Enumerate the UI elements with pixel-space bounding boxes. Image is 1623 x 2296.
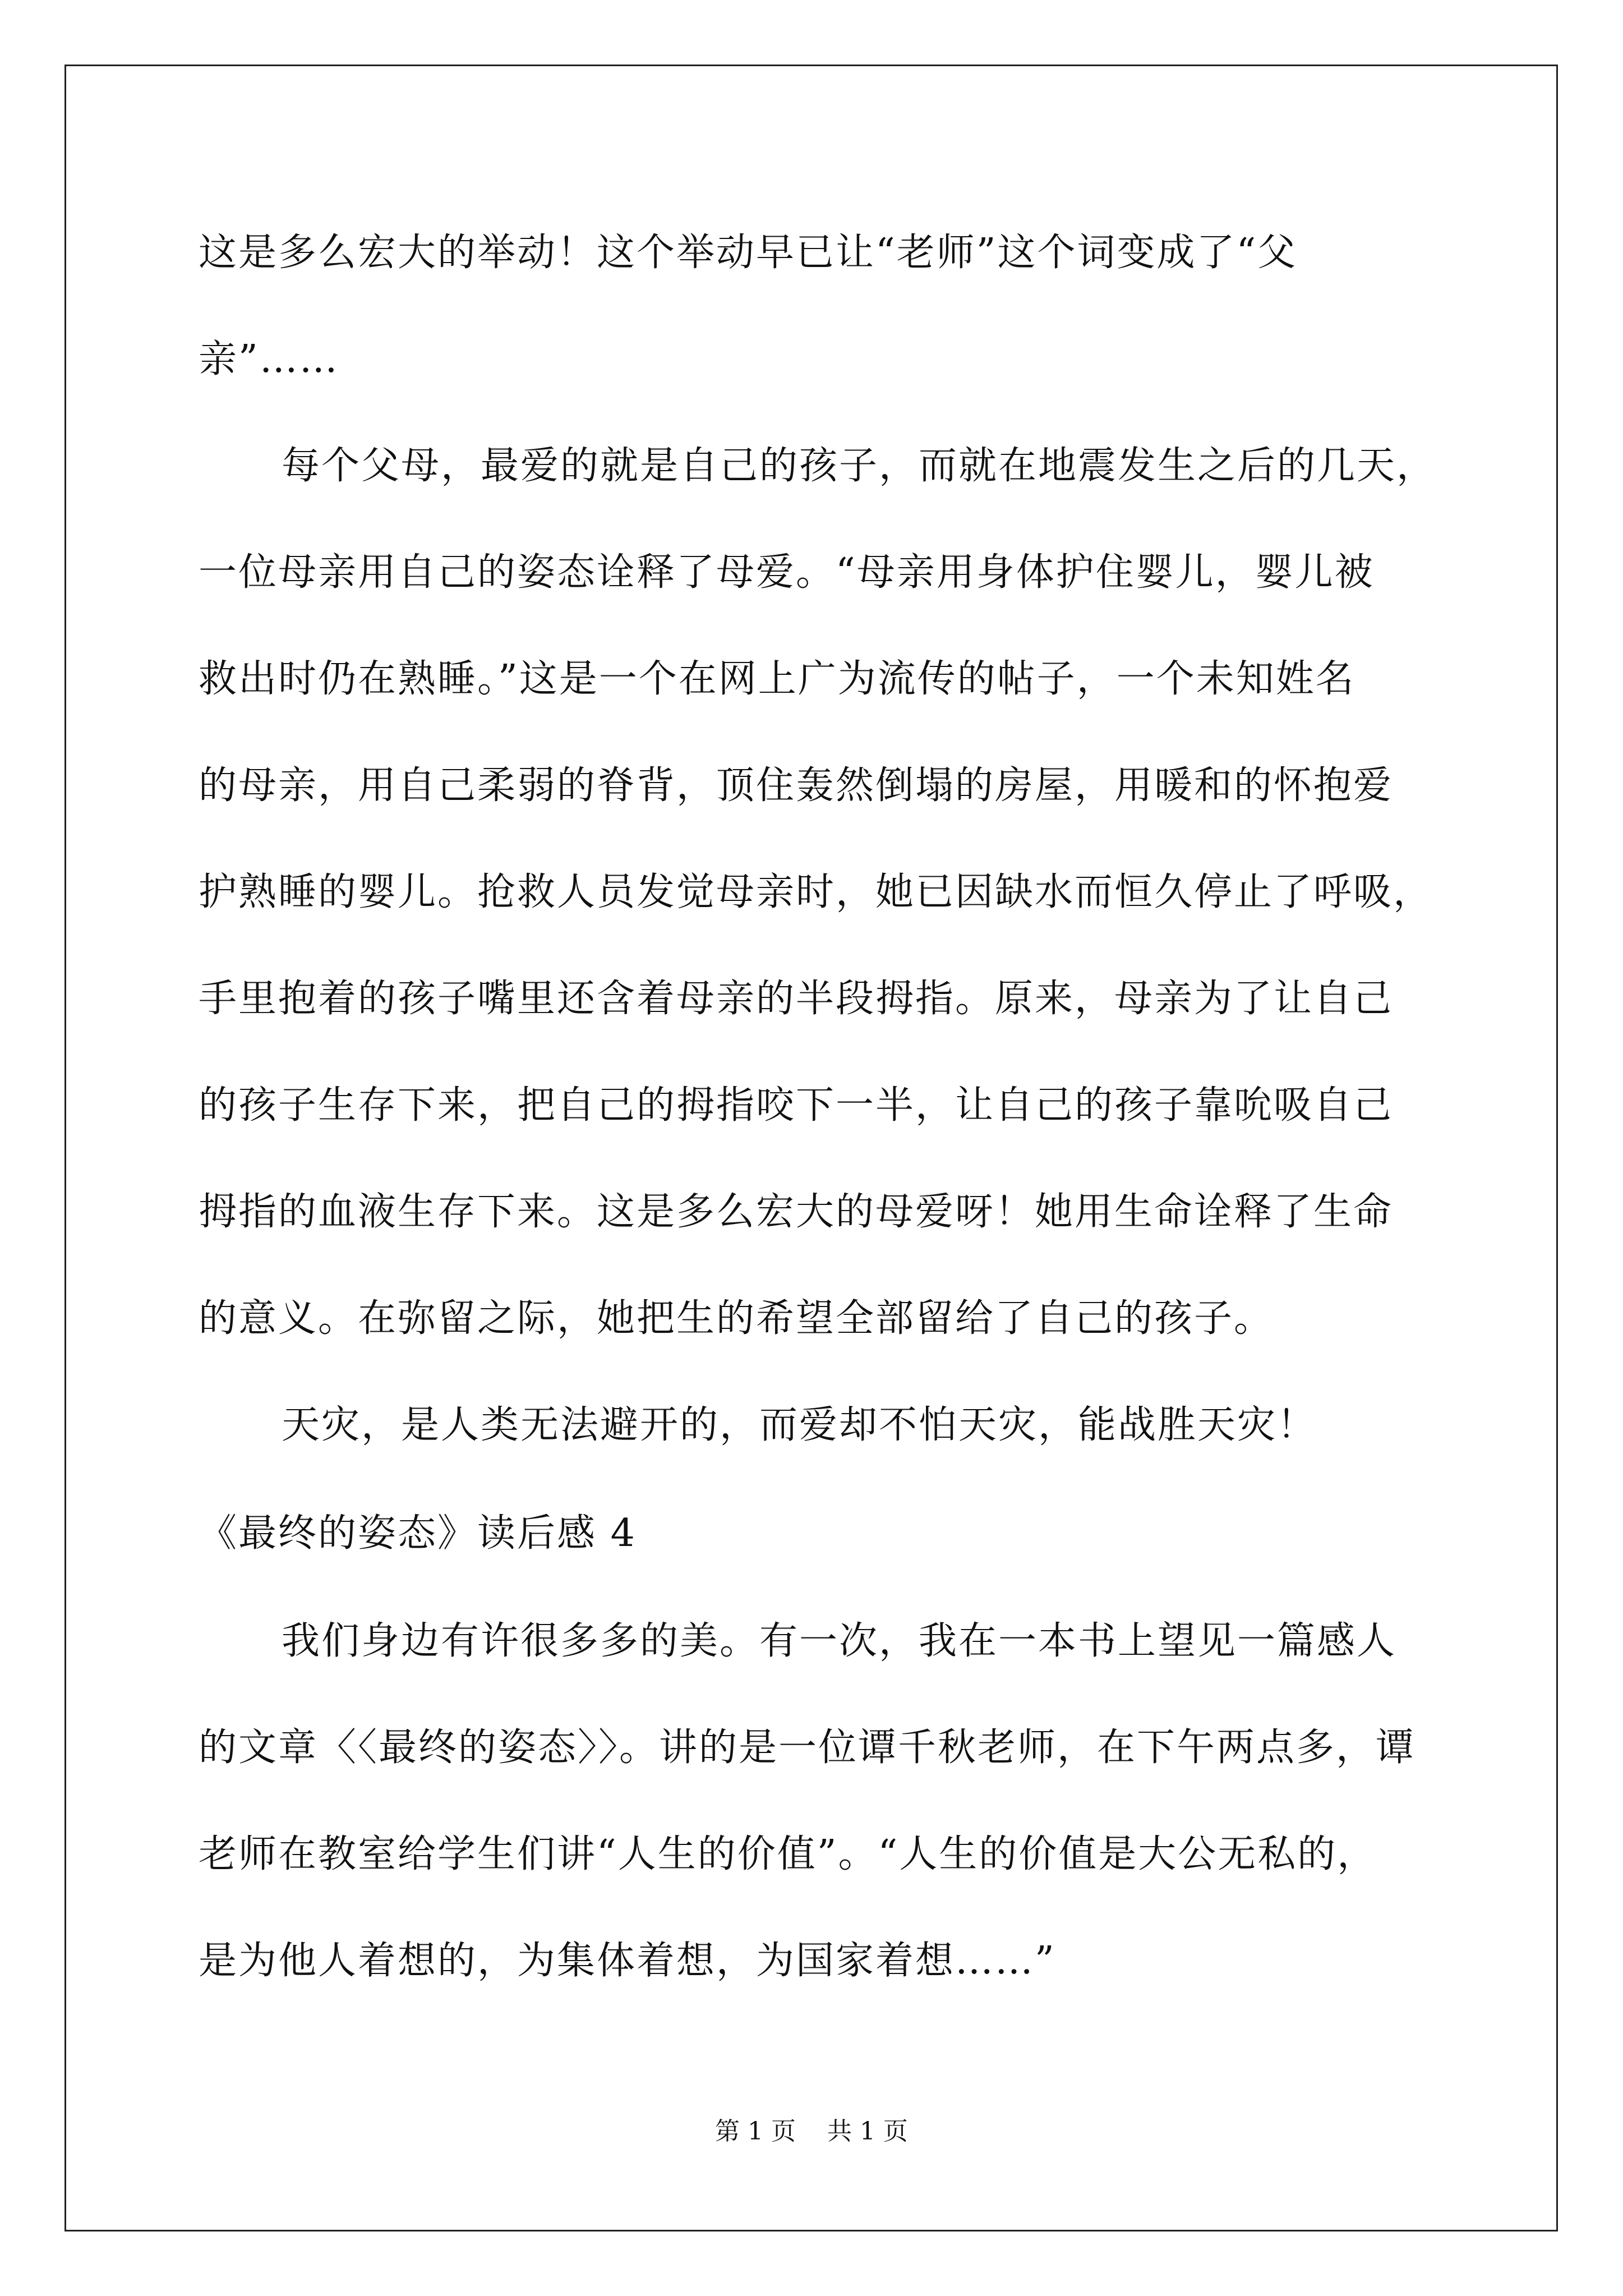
- text-line: 的母亲，用自己柔弱的脊背，顶住轰然倒塌的房屋，用暖和的怀抱爱: [199, 763, 1394, 808]
- page-total: 共 1 页: [827, 2117, 908, 2146]
- text-line: 是为他人着想的，为集体着想，为国家着想……”: [199, 1939, 1056, 1983]
- text-line: 的孩子生存下来，把自己的拇指咬下一半，让自己的孩子靠吮吸自己: [199, 1083, 1394, 1128]
- document-body: [199, 200, 1449, 2014]
- text-line: 的意义。在弥留之际，她把生的希望全部留给了自己的孩子。: [199, 1296, 1274, 1341]
- page-footer: [0, 2115, 1623, 2148]
- paragraph-start: 天灾，是人类无法避开的，而爱却不怕天灾，能战胜天灾！: [282, 1403, 1317, 1447]
- paragraph-start: 我们身边有许很多多的美。有一次，我在一本书上望见一篇感人: [282, 1619, 1397, 1663]
- paragraph-start: 每个父母，最爱的就是自己的孩子，而就在地震发生之后的几天，: [282, 444, 1437, 488]
- text-line: 护熟睡的婴儿。抢救人员发觉母亲时，她已因缺水而恒久停止了呼吸，: [199, 870, 1433, 914]
- text-line: 救出时仍在熟睡。”这是一个在网上广为流传的帖子，一个未知姓名: [199, 657, 1355, 701]
- text-line: 老师在教室给学生们讲“人生的价值”。“人生的价值是大公无私的，: [199, 1832, 1377, 1876]
- text-line: 手里抱着的孩子嘴里还含着母亲的半段拇指。原来，母亲为了让自己: [199, 977, 1394, 1021]
- text-line: 亲”……: [199, 337, 339, 381]
- text-line: 一位母亲用自己的姿态诠释了母爱。“母亲用身体护住婴儿，婴儿被: [199, 550, 1375, 595]
- text-line: 的文章〈〈最终的姿态〉〉。讲的是一位谭千秋老师，在下午两点多，谭: [199, 1726, 1416, 1770]
- text-line: 这是多么宏大的举动！这个举动早已让“老师”这个词变成了“父: [199, 231, 1298, 275]
- section-heading: 《最终的姿态》读后感 4: [199, 1511, 637, 1556]
- text-line: 拇指的血液生存下来。这是多么宏大的母爱呀！她用生命诠释了生命: [199, 1190, 1394, 1234]
- page-number: 第 1 页: [715, 2117, 796, 2146]
